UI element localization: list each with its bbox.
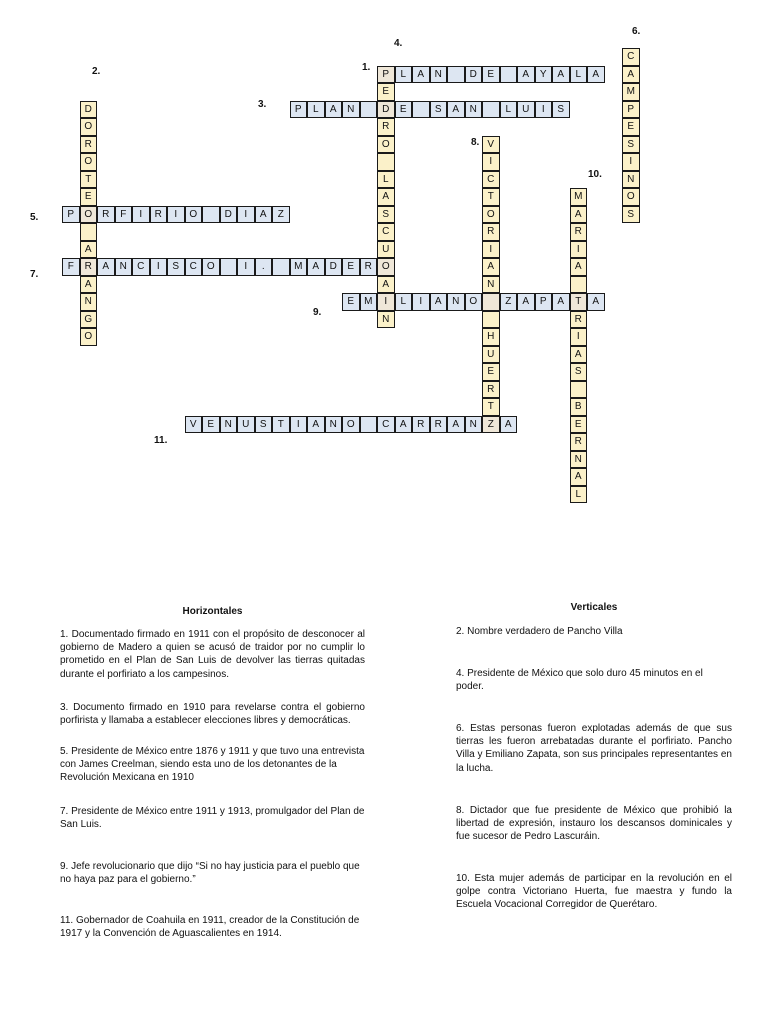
crossword-blank-cell[interactable] xyxy=(377,153,395,171)
crossword-cell[interactable]: C xyxy=(482,171,500,189)
crossword-cell[interactable]: R xyxy=(570,223,588,241)
clue-horizontal-11: 11. Gobernador de Coahuila en 1911, creador de la Constitución de 1917 y la Convención de Aguascalientes en 1914. xyxy=(60,915,360,940)
crossword-cell[interactable]: L xyxy=(570,66,588,84)
crossword-cell[interactable]: N xyxy=(430,66,448,84)
crossword-cell[interactable]: H xyxy=(482,328,500,346)
crossword-cell[interactable]: A xyxy=(517,293,535,311)
crossword-blank-cell[interactable] xyxy=(412,101,430,119)
crossword-blank-cell[interactable] xyxy=(80,223,98,241)
clue-horizontal-7: 7. Presidente de México entre 1911 y 1913, promulgador del Plan de San Luis. xyxy=(60,806,365,831)
crossword-cell[interactable]: P xyxy=(622,101,640,119)
crossword-cell[interactable]: A xyxy=(255,206,273,224)
crossword-cell[interactable]: R xyxy=(570,433,588,451)
crossword-cell[interactable]: I xyxy=(290,416,308,434)
clue-horizontal-9: 9. Jefe revolucionario que dijo “Si no hay justicia para el pueblo que no haya paz para el gobierno.” xyxy=(60,861,360,886)
crossword-cell[interactable]: A xyxy=(482,258,500,276)
crossword-cell[interactable]: S xyxy=(622,206,640,224)
crossword-cell[interactable]: R xyxy=(412,416,430,434)
crossword-cell[interactable]: D xyxy=(465,66,483,84)
crossword-cell[interactable]: A xyxy=(395,416,413,434)
crossword-cell[interactable]: M xyxy=(622,83,640,101)
clue-vertical-2: 2. Nombre verdadero de Pancho Villa xyxy=(456,626,623,637)
crossword-cell[interactable]: I xyxy=(150,258,168,276)
crossword-cell[interactable]: . xyxy=(255,258,273,276)
crossword-cell[interactable]: A xyxy=(307,258,325,276)
crossword-cell[interactable]: U xyxy=(517,101,535,119)
clue-number-vertical: 4. xyxy=(394,38,403,49)
crossword-cell[interactable]: A xyxy=(587,66,605,84)
clue-number-vertical: 8. xyxy=(471,137,480,148)
crossword-cell[interactable]: A xyxy=(587,293,605,311)
crossword-cell[interactable]: A xyxy=(377,188,395,206)
crossword-cell[interactable]: E xyxy=(342,293,360,311)
crossword-cell[interactable]: U xyxy=(377,241,395,259)
crossword-cell[interactable]: E xyxy=(570,416,588,434)
crossword-cell[interactable]: O xyxy=(377,136,395,154)
crossword-cell[interactable]: C xyxy=(132,258,150,276)
crossword-cell[interactable]: A xyxy=(570,346,588,364)
crossword-cell[interactable]: O xyxy=(80,153,98,171)
crossword-cell[interactable]: A xyxy=(307,416,325,434)
crossword-blank-cell[interactable] xyxy=(360,416,378,434)
crossword-cell[interactable]: Z xyxy=(500,293,518,311)
crossword-cell[interactable]: C xyxy=(377,416,395,434)
crossword-cell[interactable]: D xyxy=(220,206,238,224)
crossword-cell[interactable]: O xyxy=(80,328,98,346)
crossword-cell[interactable]: L xyxy=(395,66,413,84)
crossword-cell[interactable]: S xyxy=(255,416,273,434)
crossword-cell[interactable]: M xyxy=(290,258,308,276)
crossword-blank-cell[interactable] xyxy=(202,206,220,224)
clue-number-horizontal: 1. xyxy=(362,62,371,73)
crossword-cell[interactable]: Z xyxy=(482,416,500,434)
crossword-blank-cell[interactable] xyxy=(500,66,518,84)
crossword-cell[interactable]: A xyxy=(552,66,570,84)
crossword-cell[interactable]: I xyxy=(167,206,185,224)
crossword-cell[interactable]: C xyxy=(377,223,395,241)
clue-number-horizontal: 9. xyxy=(313,307,322,318)
crossword-cell[interactable]: F xyxy=(115,206,133,224)
crossword-cell[interactable]: N xyxy=(377,311,395,329)
crossword-cell[interactable]: T xyxy=(272,416,290,434)
crossword-cell[interactable]: A xyxy=(570,206,588,224)
crossword-cell[interactable]: A xyxy=(80,241,98,259)
crossword-cell[interactable]: N xyxy=(465,416,483,434)
crossword-cell[interactable]: N xyxy=(465,101,483,119)
crossword-cell[interactable]: O xyxy=(185,206,203,224)
crossword-blank-cell[interactable] xyxy=(220,258,238,276)
crossword-cell[interactable]: N xyxy=(570,451,588,469)
crossword-cell[interactable]: G xyxy=(80,311,98,329)
crossword-cell[interactable]: O xyxy=(80,206,98,224)
crossword-cell[interactable]: S xyxy=(430,101,448,119)
crossword-cell[interactable]: Y xyxy=(535,66,553,84)
crossword-cell[interactable]: L xyxy=(377,171,395,189)
crossword-cell[interactable]: S xyxy=(167,258,185,276)
crossword-cell[interactable]: S xyxy=(622,136,640,154)
crossword-cell[interactable]: I xyxy=(412,293,430,311)
crossword-cell[interactable]: N xyxy=(622,171,640,189)
crossword-blank-cell[interactable] xyxy=(570,276,588,294)
crossword-cell[interactable]: C xyxy=(622,48,640,66)
crossword-cell[interactable]: R xyxy=(482,381,500,399)
crossword-cell[interactable]: I xyxy=(570,328,588,346)
crossword-cell[interactable]: N xyxy=(115,258,133,276)
crossword-cell[interactable]: C xyxy=(185,258,203,276)
crossword-cell[interactable]: E xyxy=(622,118,640,136)
crossword-cell[interactable]: P xyxy=(535,293,553,311)
crossword-cell[interactable]: I xyxy=(237,258,255,276)
crossword-cell[interactable]: T xyxy=(570,293,588,311)
crossword-cell[interactable]: I xyxy=(622,153,640,171)
crossword-cell[interactable]: N xyxy=(80,293,98,311)
crossword-cell[interactable]: B xyxy=(570,398,588,416)
crossword-cell[interactable]: R xyxy=(430,416,448,434)
crossword-cell[interactable]: D xyxy=(325,258,343,276)
crossword-cell[interactable]: S xyxy=(570,363,588,381)
crossword-cell[interactable]: S xyxy=(552,101,570,119)
crossword-cell[interactable]: E xyxy=(377,83,395,101)
crossword-blank-cell[interactable] xyxy=(482,101,500,119)
clue-number-vertical: 2. xyxy=(92,66,101,77)
crossword-cell[interactable]: A xyxy=(447,416,465,434)
crossword-cell[interactable]: V xyxy=(482,136,500,154)
crossword-cell[interactable]: I xyxy=(482,153,500,171)
crossword-cell[interactable]: A xyxy=(430,293,448,311)
crossword-cell[interactable]: R xyxy=(570,311,588,329)
crossword-cell[interactable]: P xyxy=(62,206,80,224)
vertical-clues-title: Verticales xyxy=(570,602,618,613)
crossword-cell[interactable]: P xyxy=(377,66,395,84)
clue-number-horizontal: 5. xyxy=(30,212,39,223)
crossword-cell[interactable]: I xyxy=(237,206,255,224)
clue-horizontal-3: 3. Documento firmado en 1910 para revelarse contra el gobierno porfirista y llamaba a establecer elecciones libres y democráticas. xyxy=(60,702,365,727)
crossword-cell[interactable]: T xyxy=(80,171,98,189)
clue-vertical-6: 6. Estas personas fueron explotadas además de que sus tierras les fueron arrebatadas durante el porfiriato. Pancho Villa y Emiliano Zapata, son sus principales representantes en la lucha. xyxy=(456,723,732,774)
crossword-cell[interactable]: A xyxy=(517,66,535,84)
crossword-cell[interactable]: E xyxy=(202,416,220,434)
crossword-cell[interactable]: I xyxy=(377,293,395,311)
horizontal-clues-title: Horizontales xyxy=(182,606,243,617)
crossword-cell[interactable]: O xyxy=(202,258,220,276)
clue-vertical-4: 4. Presidente de México que solo duro 45 minutos en el poder. xyxy=(456,668,703,693)
crossword-cell[interactable]: R xyxy=(482,223,500,241)
crossword-cell[interactable]: I xyxy=(482,241,500,259)
crossword-cell[interactable]: U xyxy=(482,346,500,364)
crossword-cell[interactable]: A xyxy=(622,66,640,84)
crossword-cell[interactable]: O xyxy=(80,118,98,136)
crossword-cell[interactable]: R xyxy=(377,118,395,136)
crossword-cell[interactable]: A xyxy=(552,293,570,311)
crossword-cell[interactable]: T xyxy=(482,188,500,206)
crossword-cell[interactable]: D xyxy=(80,101,98,119)
crossword-cell[interactable]: M xyxy=(570,188,588,206)
clue-number-horizontal: 7. xyxy=(30,269,39,280)
crossword-blank-cell[interactable] xyxy=(570,381,588,399)
crossword-blank-cell[interactable] xyxy=(482,293,500,311)
crossword-cell[interactable]: I xyxy=(535,101,553,119)
crossword-cell[interactable]: L xyxy=(395,293,413,311)
crossword-cell[interactable]: R xyxy=(80,136,98,154)
crossword-cell[interactable]: E xyxy=(80,188,98,206)
clue-number-horizontal: 11. xyxy=(154,435,168,446)
clue-number-vertical: 10. xyxy=(588,169,602,180)
clue-vertical-8: 8. Dictador que fue presidente de México que prohibió la libertad de expresión, instauro los descansos dominicales y fue sucesor de Pedro Lascuráin. xyxy=(456,805,732,843)
clue-vertical-10: 10. Esta mujer además de participar en la revolución en el golpe contra Victoriano Huerta, fue maestra y fundo la Escuela Vocacional Corregidor de Querétaro. xyxy=(456,873,732,911)
crossword-cell[interactable]: F xyxy=(62,258,80,276)
crossword-blank-cell[interactable] xyxy=(482,311,500,329)
crossword-cell[interactable]: A xyxy=(97,258,115,276)
clue-horizontal-5: 5. Presidente de México entre 1876 y 1911 y que tuvo una entrevista con James Creelman, siendo esta uno de los detonantes de la Revolución Mexicana en 1910 xyxy=(60,746,365,784)
crossword-cell[interactable]: O xyxy=(377,258,395,276)
crossword-blank-cell[interactable] xyxy=(447,66,465,84)
clue-horizontal-1: 1. Documentado firmado en 1911 con el propósito de desconocer al gobierno de Madero a quien se acusó de traidor por no cumplir lo prometido en el Plan de San Luis de devolver las tierras quitadas durante el porfiriato a los campesinos. xyxy=(60,629,365,680)
crossword-cell[interactable]: A xyxy=(377,276,395,294)
crossword-cell[interactable]: O xyxy=(622,188,640,206)
crossword-cell[interactable]: I xyxy=(570,241,588,259)
crossword-cell[interactable]: E xyxy=(482,66,500,84)
clue-number-vertical: 6. xyxy=(632,26,641,37)
crossword-cell[interactable]: S xyxy=(377,206,395,224)
crossword-cell[interactable]: A xyxy=(80,276,98,294)
crossword-cell[interactable]: E xyxy=(395,101,413,119)
crossword-cell[interactable]: A xyxy=(500,416,518,434)
clue-number-horizontal: 3. xyxy=(258,99,267,110)
crossword-cell[interactable]: A xyxy=(570,258,588,276)
crossword-cell[interactable]: N xyxy=(220,416,238,434)
crossword-cell[interactable]: O xyxy=(465,293,483,311)
crossword-cell[interactable]: A xyxy=(412,66,430,84)
crossword-cell[interactable]: L xyxy=(570,486,588,504)
crossword-cell[interactable]: Z xyxy=(272,206,290,224)
crossword-cell[interactable]: U xyxy=(237,416,255,434)
crossword-cell[interactable]: M xyxy=(360,293,378,311)
crossword-cell[interactable]: N xyxy=(482,276,500,294)
crossword-cell[interactable]: T xyxy=(482,398,500,416)
crossword-cell[interactable]: P xyxy=(290,101,308,119)
crossword-cell[interactable]: O xyxy=(342,416,360,434)
crossword-cell[interactable]: I xyxy=(132,206,150,224)
crossword-cell[interactable]: V xyxy=(185,416,203,434)
crossword-cell[interactable]: L xyxy=(500,101,518,119)
crossword-cell[interactable]: O xyxy=(482,206,500,224)
crossword-cell[interactable]: R xyxy=(150,206,168,224)
crossword-cell[interactable]: A xyxy=(570,468,588,486)
crossword-cell[interactable]: N xyxy=(342,101,360,119)
crossword-blank-cell[interactable] xyxy=(272,258,290,276)
crossword-cell[interactable]: E xyxy=(482,363,500,381)
crossword-cell[interactable]: A xyxy=(325,101,343,119)
crossword-cell[interactable]: N xyxy=(325,416,343,434)
crossword-cell[interactable]: L xyxy=(307,101,325,119)
crossword-cell[interactable]: R xyxy=(97,206,115,224)
crossword-cell[interactable]: N xyxy=(447,293,465,311)
crossword-cell[interactable]: D xyxy=(377,101,395,119)
crossword-cell[interactable]: A xyxy=(447,101,465,119)
crossword-cell[interactable]: R xyxy=(360,258,378,276)
crossword-cell[interactable]: R xyxy=(80,258,98,276)
crossword-cell[interactable]: E xyxy=(342,258,360,276)
crossword-blank-cell[interactable] xyxy=(360,101,378,119)
